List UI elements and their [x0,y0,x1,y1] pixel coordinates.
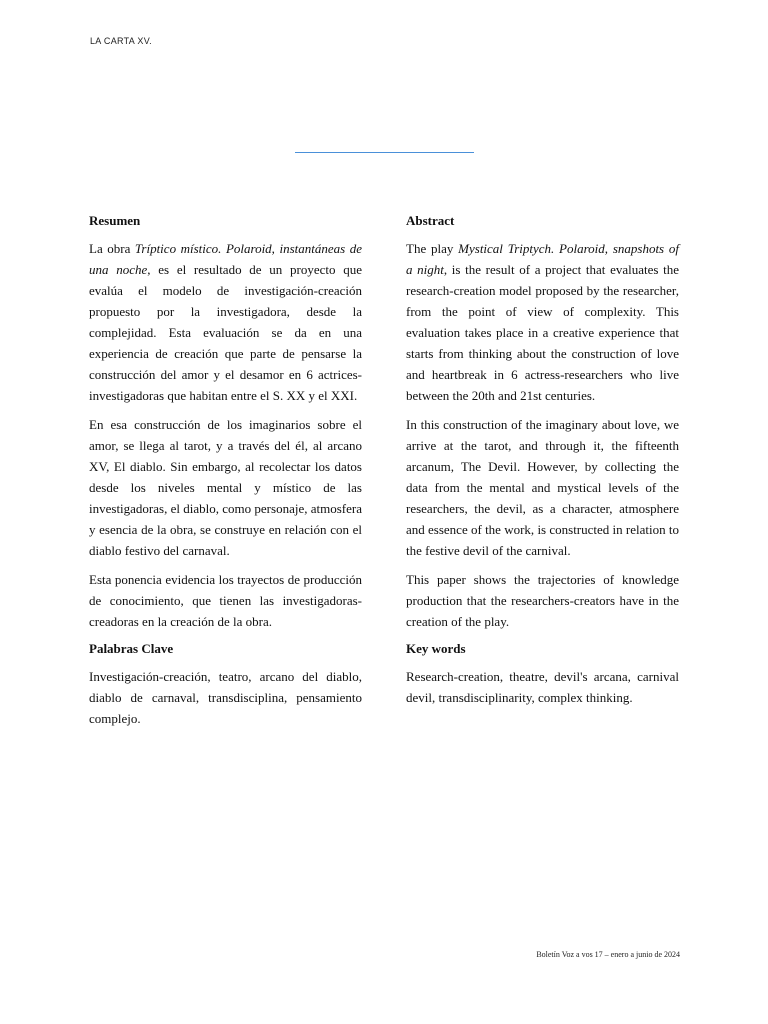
abstract-play-title: Mystical Triptych. Polaroid, snapshots of a night [406,241,680,277]
resumen-column [89,212,362,729]
resumen-p1-rest: , es el resultado de un proyecto que evalúa el modelo de investigación-creación propuesto por la investigadora, desde la complejidad. Esta evaluación se da en una experiencia de creación que parte de pensarse la construcción del amor y el desamor en 6 actrices-investigadoras que habitan entre el S. XX y el XXI. [89,262,363,403]
key-words-heading: Key words [406,641,466,656]
resumen-play-title: Tríptico místico. Polaroid, instantáneas de una noche [89,241,363,277]
palabras-clave-text: Investigación-creación, teatro, arcano del diablo, diablo de carnaval, transdisciplina, pensamiento complejo. [89,669,362,726]
abstract-paragraph-1 [406,238,679,406]
abstract-p1-lead: The play [406,241,459,256]
running-header: LA CARTA XV. [90,36,152,46]
key-words-text: Research-creation, theatre, devil's arcana, carnival devil, transdisciplinarity, complex thinking. [406,669,679,705]
resumen-p1-lead: La obra [89,241,135,256]
resumen-paragraph-3: Esta ponencia evidencia los trayectos de producción de conocimiento, que tienen las investigadoras-creadoras en la creación de la obra. [89,572,362,629]
running-footer: Boletín Voz a vos 17 – enero a junio de 2024 [536,950,680,959]
resumen-paragraph-2: En esa construcción de los imaginarios sobre el amor, se llega al tarot, y a través del él, al arcano XV, El diablo. Sin embargo, al recolectar los datos desde los niveles mental y místico de las investigadoras, el diablo, como personaje, atmosfera y esencia de la obra, se construye en relación con el diablo festivo del carnaval. [89,417,362,558]
abstract-heading: Abstract [406,213,455,228]
abstract-paragraph-2: In this construction of the imaginary about love, we arrive at the tarot, and through it, the fifteenth arcanum, The Devil. However, by collecting the data from the mental and mystical levels of the researchers, the devil, as a character, atmosphere and essence of the work, is constructed in relation to the festive devil of the carnival. [406,417,679,558]
resumen-heading: Resumen [89,213,141,228]
palabras-clave-heading: Palabras Clave [89,641,174,656]
abstract-p1-rest: , is the result of a project that evaluates the research-creation model proposed by the researcher, from the point of view of complexity. This evaluation takes place in a creative experience that starts from thinking about the construction of love and heartbreak in 6 actress-researchers who live between the 20th and 21st centuries. [406,262,679,403]
title-divider-line [295,152,474,153]
abstract-paragraph-3: This paper shows the trajectories of knowledge production that the researchers-creators have in the creation of the play. [406,572,679,629]
resumen-paragraph-1 [89,238,362,406]
abstract-column [406,212,679,708]
